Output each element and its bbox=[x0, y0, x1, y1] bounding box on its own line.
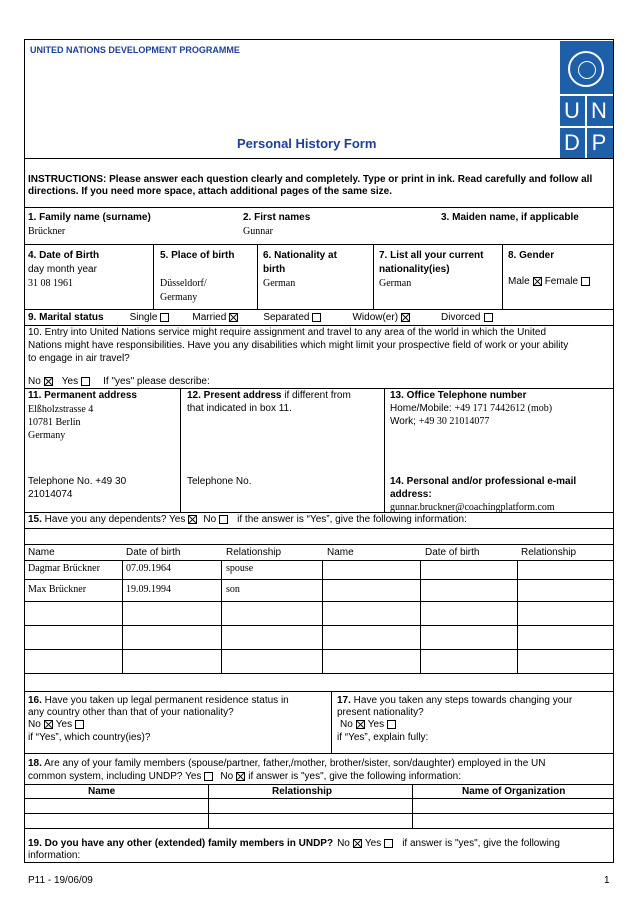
gender-options bbox=[508, 276, 593, 288]
q7-label-2: nationality(ies) bbox=[379, 264, 450, 275]
q5-label: 5. Place of birth bbox=[160, 250, 235, 261]
table-row-2-name[interactable]: Max Brückner bbox=[28, 584, 87, 595]
permanent-telephone-line-1: Telephone No. +49 30 bbox=[28, 476, 127, 487]
place-of-birth-value-1[interactable]: Düsseldorf/ bbox=[160, 278, 207, 289]
logo-letter-u: U bbox=[564, 98, 580, 123]
place-of-birth-value-2[interactable]: Germany bbox=[160, 292, 198, 303]
q12-label-bold: 12. Present address bbox=[187, 390, 282, 401]
q15-yes-checkbox[interactable] bbox=[188, 515, 197, 524]
q16-line-1 bbox=[28, 695, 289, 707]
q18-text: Are any of your family members (spouse/partner, father,/mother, brother/sister, son/daughter) employed in the UN bbox=[41, 758, 546, 769]
gender-female-label: Female bbox=[544, 276, 579, 287]
q18-line-1 bbox=[28, 758, 546, 770]
q17-text: Have you taken any steps towards changing your bbox=[350, 695, 573, 706]
q17-no-checkbox[interactable] bbox=[356, 720, 365, 729]
dependents-header-name-1: Name bbox=[28, 547, 55, 558]
q19-no-checkbox[interactable] bbox=[353, 839, 362, 848]
q16-prefix: 16. bbox=[28, 695, 42, 706]
q17-no-label: No bbox=[340, 719, 353, 730]
table-row-1-dob[interactable]: 07.09.1964 bbox=[126, 563, 171, 574]
q17-prefix: 17. bbox=[337, 695, 351, 706]
permanent-telephone-line-2[interactable]: 21014074 bbox=[28, 489, 73, 500]
q10-line-1: 10. Entry into United Nations service might require assignment and travel to any area of the world in which the United bbox=[28, 327, 547, 338]
family-header-name: Name bbox=[88, 786, 116, 797]
gender-female-checkbox[interactable] bbox=[581, 277, 590, 286]
q16-no-label: No bbox=[28, 719, 41, 730]
gender-male-checkbox[interactable] bbox=[533, 277, 542, 286]
table-row-2-dob[interactable]: 19.09.1994 bbox=[126, 584, 171, 595]
divorced-checkbox[interactable] bbox=[484, 313, 493, 322]
married-label: Married bbox=[192, 312, 227, 323]
q15-rest: if the answer is “Yes”, give the following information: bbox=[237, 514, 467, 525]
q12-label-line-2: that indicated in box 11. bbox=[187, 403, 292, 414]
q16-line-2: any country other than that of your nationality? bbox=[28, 707, 234, 718]
q12-label bbox=[187, 390, 351, 402]
first-names-value[interactable]: Gunnar bbox=[243, 226, 273, 237]
q10-answer-row bbox=[28, 376, 210, 388]
table-row-1-name[interactable]: Dagmar Brückner bbox=[28, 563, 100, 574]
q17-answer-row bbox=[340, 719, 399, 731]
q10-line-3: to engage in air travel? bbox=[28, 353, 130, 364]
divorced-label: Divorced bbox=[441, 312, 481, 323]
instructions: INSTRUCTIONS: Please answer each question clearly and completely. Type or print in ink. Read carefully and follow all directions. If you need more space, attach additional pages of the same size. bbox=[28, 174, 593, 197]
q17-yes-label: Yes bbox=[367, 719, 385, 730]
q18-prefix: 18. bbox=[28, 758, 42, 769]
q15-question bbox=[28, 514, 467, 526]
present-telephone-label: Telephone No. bbox=[187, 476, 252, 487]
q17-line-4: if “Yes”, explain fully: bbox=[337, 732, 429, 743]
q17-line-2: present nationality? bbox=[337, 707, 424, 718]
q7-label-1: 7. List all your current bbox=[379, 250, 484, 261]
q18-yes-checkbox[interactable] bbox=[204, 772, 213, 781]
q18-line-2a: common system, including UNDP? Yes bbox=[28, 771, 202, 782]
q15-prefix: 15. bbox=[28, 514, 42, 525]
single-checkbox[interactable] bbox=[160, 313, 169, 322]
single-label: Single bbox=[129, 312, 158, 323]
q15-text: Have you any dependents? Yes bbox=[41, 514, 186, 525]
married-checkbox[interactable] bbox=[229, 313, 238, 322]
marital-status-row bbox=[28, 312, 496, 324]
q12-label-rest: if different from bbox=[281, 390, 351, 401]
home-mobile-label: Home/Mobile: bbox=[390, 403, 455, 414]
q16-yes-label: Yes bbox=[55, 719, 73, 730]
q16-line-4: if “Yes”, which country(ies)? bbox=[28, 732, 151, 743]
nationality-birth-value[interactable]: German bbox=[263, 278, 296, 289]
date-of-birth-value[interactable]: 31 08 1961 bbox=[28, 278, 73, 289]
permanent-address-line-1[interactable]: Elßholzstrasse 4 bbox=[28, 404, 94, 415]
permanent-address-line-2[interactable]: 10781 Berlin bbox=[28, 417, 81, 428]
q4-sublabel: day month year bbox=[28, 264, 97, 275]
gender-male-label: Male bbox=[508, 276, 530, 287]
q16-yes-checkbox[interactable] bbox=[75, 720, 84, 729]
q10-yes-label: Yes bbox=[61, 376, 79, 387]
family-header-relationship: Relationship bbox=[272, 786, 333, 797]
q6-label-1: 6. Nationality at bbox=[263, 250, 337, 261]
q14-label-1: 14. Personal and/or professional e-mail bbox=[390, 476, 577, 487]
dependents-header-name-2: Name bbox=[327, 547, 354, 558]
org-name: UNITED NATIONS DEVELOPMENT PROGRAMME bbox=[30, 45, 240, 55]
q16-no-checkbox[interactable] bbox=[44, 720, 53, 729]
q11-label: 11. Permanent address bbox=[28, 390, 137, 401]
q10-no-checkbox[interactable] bbox=[44, 377, 53, 386]
logo-letter-d: D bbox=[564, 130, 580, 155]
q16-answer-row bbox=[28, 719, 87, 731]
dependents-header-dob-2: Date of birth bbox=[425, 547, 480, 558]
footer-form-id: P11 - 19/06/09 bbox=[28, 875, 93, 886]
q14-label-2: address: bbox=[390, 489, 432, 500]
q15-no-label: No bbox=[203, 514, 217, 525]
work-phone-value[interactable]: +49 30 21014077 bbox=[418, 416, 490, 427]
q19-line-2: information: bbox=[28, 850, 81, 861]
home-mobile-value[interactable]: +49 171 7442612 (mob) bbox=[454, 403, 553, 414]
q19-yes-label: Yes bbox=[364, 838, 382, 849]
q18-no-label: No bbox=[220, 771, 234, 782]
logo-letter-p: P bbox=[591, 130, 607, 155]
q10-no-label: No bbox=[28, 376, 41, 387]
permanent-address-line-3[interactable]: Germany bbox=[28, 430, 66, 441]
q2-label: 2. First names bbox=[243, 212, 311, 223]
q15-no-checkbox[interactable] bbox=[219, 515, 228, 524]
work-phone-row bbox=[390, 416, 489, 428]
q13-label: 13. Office Telephone number bbox=[390, 390, 527, 401]
q4-label: 4. Date of Birth bbox=[28, 250, 100, 261]
table-row-1-relationship[interactable]: spouse bbox=[226, 563, 254, 574]
q18-no-checkbox[interactable] bbox=[236, 772, 245, 781]
widow-checkbox[interactable] bbox=[401, 313, 410, 322]
q19-text: 19. Do you have any other (extended) family members in UNDP? bbox=[28, 838, 334, 849]
q10-line-2: Nations might have responsibilities. Have you any disabilities which might limit your prospective field of work or your ability bbox=[28, 340, 569, 351]
work-phone-label: Work; bbox=[390, 416, 419, 427]
q19-no-label: No bbox=[337, 838, 350, 849]
dependents-header-dob-1: Date of birth bbox=[126, 547, 181, 558]
q18-line-2 bbox=[28, 771, 461, 783]
page-number: 1 bbox=[604, 875, 610, 886]
dependents-header-relationship-1: Relationship bbox=[226, 547, 282, 558]
q6-label-2: birth bbox=[263, 264, 286, 275]
home-mobile-row bbox=[390, 403, 552, 415]
separated-checkbox[interactable] bbox=[312, 313, 321, 322]
current-nationality-value[interactable]: German bbox=[379, 278, 412, 289]
email-value[interactable]: gunnar.bruckner@coachingplatform.com bbox=[390, 502, 555, 513]
q3-label: 3. Maiden name, if applicable bbox=[441, 212, 579, 223]
q1-label: 1. Family name (surname) bbox=[28, 212, 151, 223]
q19-line-1 bbox=[28, 838, 560, 850]
logo-letter-n: N bbox=[591, 98, 607, 123]
q9-label: 9. Marital status bbox=[28, 312, 104, 323]
separated-label: Separated bbox=[263, 312, 310, 323]
q10-yes-checkbox[interactable] bbox=[81, 377, 90, 386]
family-header-organization: Name of Organization bbox=[462, 786, 566, 797]
q17-yes-checkbox[interactable] bbox=[387, 720, 396, 729]
table-row-2-relationship[interactable]: son bbox=[226, 584, 240, 595]
q10-describe-label: If "yes" please describe: bbox=[103, 376, 210, 387]
q18-line-2c: if answer is "yes", give the following information: bbox=[248, 771, 461, 782]
q19-rest: if answer is "yes", give the following bbox=[402, 838, 560, 849]
page-title: Personal History Form bbox=[237, 136, 377, 151]
q19-yes-checkbox[interactable] bbox=[384, 839, 393, 848]
q8-label: 8. Gender bbox=[508, 250, 555, 261]
family-name-value[interactable]: Brückner bbox=[28, 226, 66, 237]
dependents-header-relationship-2: Relationship bbox=[521, 547, 577, 558]
q17-line-1 bbox=[337, 695, 572, 707]
q16-text: Have you taken up legal permanent residence status in bbox=[41, 695, 289, 706]
widow-label: Widow(er) bbox=[352, 312, 399, 323]
